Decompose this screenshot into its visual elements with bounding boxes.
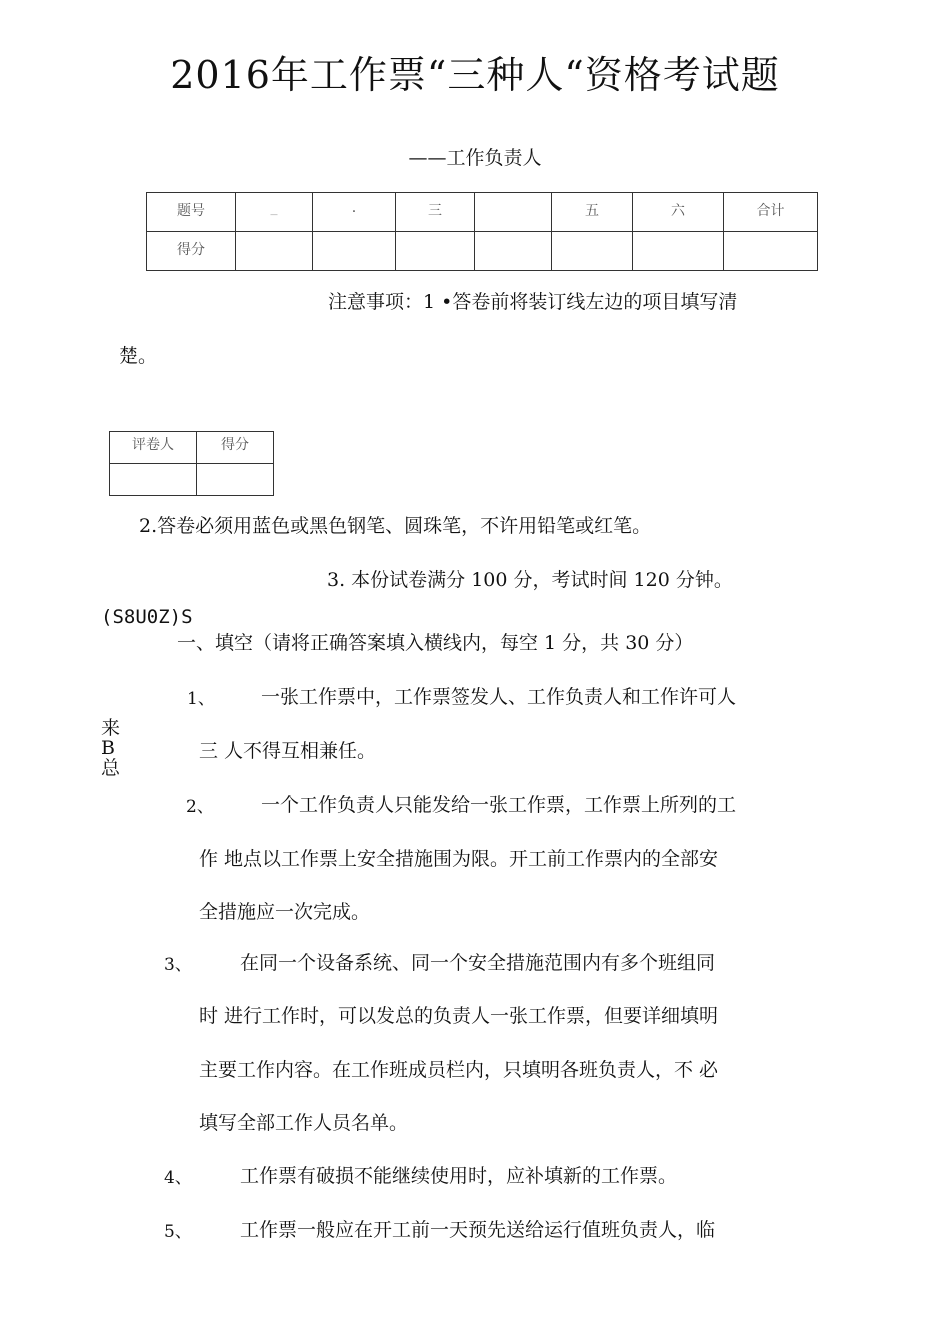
table-cell: 评卷人: [110, 432, 197, 464]
table-cell: 六: [633, 193, 724, 232]
table-cell: .: [313, 193, 396, 232]
item-line: 全措施应一次完成。: [199, 901, 371, 923]
score-input-cell[interactable]: [396, 232, 475, 271]
item-line: 时 进行工作时，可以发总的负责人一张工作票，但要详细填明: [199, 1005, 719, 1027]
item-line: 一个工作负责人只能发给一张工作票，工作票上所列的工: [261, 794, 737, 816]
table-cell: _: [236, 193, 313, 232]
score-input-cell[interactable]: [236, 232, 313, 271]
table-cell: 三: [396, 193, 475, 232]
table-cell: 合计: [724, 193, 818, 232]
item-line: 工作票一般应在开工前一天预先送给运行值班负责人，临: [240, 1219, 716, 1241]
score-table: [146, 192, 818, 271]
margin-chars: 来B总: [101, 717, 121, 779]
item-number: 5、: [164, 1222, 192, 1242]
table-row: [147, 232, 818, 271]
table-cell: [475, 193, 552, 232]
grader-table: [109, 431, 274, 496]
score-input-cell[interactable]: [724, 232, 818, 271]
page-subtitle: ——工作负责人: [408, 147, 542, 169]
grader-input-cell[interactable]: [197, 464, 274, 496]
item-line: 填写全部工作人员名单。: [199, 1112, 409, 1134]
page-title: 2016年工作票“三种人“资格考试题: [170, 53, 780, 97]
score-input-cell[interactable]: [313, 232, 396, 271]
item-line: 一张工作票中，工作票签发人、工作负责人和工作许可人: [261, 686, 737, 708]
grader-input-cell[interactable]: [110, 464, 197, 496]
section-heading: 一、填空（请将正确答案填入横线内，每空 1 分，共 30 分）: [177, 632, 694, 654]
score-input-cell[interactable]: [552, 232, 633, 271]
table-cell: 题号: [147, 193, 236, 232]
score-input-cell[interactable]: [475, 232, 552, 271]
score-input-cell[interactable]: [633, 232, 724, 271]
item-number: 2、: [186, 797, 214, 817]
notice-line: 3. 本份试卷满分 100 分，考试时间 120 分钟。: [327, 569, 733, 591]
notice-line: 2.答卷必须用蓝色或黑色钢笔、圆珠笔，不许用铅笔或红笔。: [139, 515, 652, 537]
item-number: 3、: [164, 955, 192, 975]
notice-line: 注意事项：1 •答卷前将装订线左边的项目填写清: [328, 291, 738, 313]
item-line: 作 地点以工作票上安全措施围为限。开工前工作票内的全部安: [199, 848, 719, 870]
item-line: 工作票有破损不能继续使用时，应补填新的工作票。: [240, 1165, 678, 1187]
margin-code: (S8U0Z)S: [101, 606, 193, 628]
item-line: 三 人不得互相兼任。: [199, 740, 377, 762]
table-cell: 五: [552, 193, 633, 232]
table-row: [147, 193, 818, 232]
item-line: 在同一个设备系统、同一个安全措施范围内有多个班组同: [240, 952, 716, 974]
item-number: 4、: [164, 1168, 192, 1188]
table-row: [110, 464, 274, 496]
table-cell: 得分: [197, 432, 274, 464]
table-row: [110, 432, 274, 464]
item-line: 主要工作内容。在工作班成员栏内，只填明各班负责人，不 必: [199, 1059, 719, 1081]
notice-line: 楚。: [119, 345, 158, 367]
table-cell: 得分: [147, 232, 236, 271]
item-number: 1、: [187, 689, 215, 709]
